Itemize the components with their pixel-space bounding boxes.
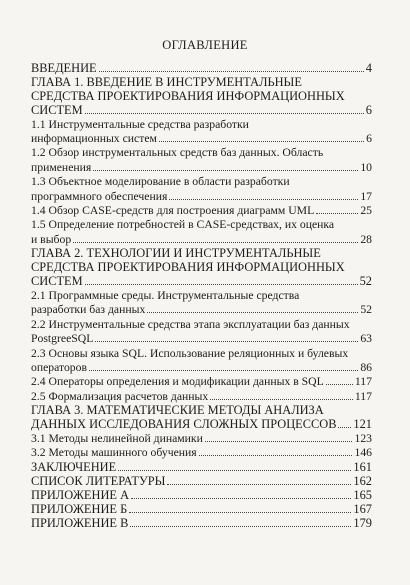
toc-entry-line: СПИСОК ЛИТЕРАТУРЫ	[31, 473, 166, 488]
toc-chapter-entry	[31, 503, 372, 517]
toc-chapter-entry	[31, 461, 372, 475]
toc-entry-row	[31, 375, 372, 389]
toc-entry-line: 2.4 Операторы определения и модификации данных в SQL	[31, 375, 324, 389]
leader-dots	[338, 427, 351, 428]
leader-dots	[205, 441, 353, 442]
toc-entry-line: ПРИЛОЖЕНИЕ А	[31, 487, 130, 502]
leader-dots	[85, 113, 364, 114]
toc-entry-row	[31, 489, 372, 503]
toc-entry-line: ГЛАВА 2. ТЕХНОЛОГИИ И ИНСТРУМЕНТАЛЬНЫЕ	[31, 246, 321, 261]
toc-entry-row	[31, 275, 372, 289]
toc-section-entry	[31, 318, 372, 347]
toc-entry-line: 1.3 Объектное моделирование в области разработки	[31, 175, 290, 189]
toc-entry-line: 1.5 Определение потребностей в CASE-средствах, их оценка	[31, 218, 335, 232]
leader-dots	[89, 370, 358, 371]
page-number: 6	[366, 132, 372, 146]
page-number: 86	[360, 361, 372, 375]
toc-entry-row	[31, 446, 372, 460]
page-number: 123	[354, 432, 372, 446]
toc-entry-line: 1.1 Инструментальные средства разработки	[31, 117, 249, 131]
toc-section-entry	[31, 446, 372, 460]
toc-entry-line: информационных систем	[31, 132, 157, 146]
toc-section-entry	[31, 204, 372, 218]
toc-entry-line: и выбор	[31, 232, 72, 246]
page-number: 10	[360, 160, 372, 174]
toc-entry-row	[31, 418, 372, 432]
toc-entry-line: ГЛАВА 3. МАТЕМАТИЧЕСКИЕ МЕТОДЫ АНАЛИЗА	[31, 403, 324, 418]
toc-entry-row	[31, 62, 372, 76]
page-number: 17	[360, 189, 372, 203]
leader-dots	[147, 312, 358, 313]
toc-entry-line: СИСТЕМ	[31, 102, 83, 117]
leader-dots	[169, 199, 358, 200]
toc-entry-line: 2.3 Основы языка SQL. Использование реляционных и булевых	[31, 346, 349, 360]
toc-entry-row	[31, 104, 372, 118]
leader-dots	[99, 71, 364, 72]
leader-dots	[159, 141, 364, 142]
toc-chapter-entry	[31, 76, 372, 118]
leader-dots	[210, 399, 353, 400]
toc-entry-row	[31, 517, 372, 531]
page-number: 117	[354, 389, 372, 403]
toc-section-entry	[31, 375, 372, 389]
toc-chapter-entry	[31, 489, 372, 503]
toc-entry-line: 3.2 Методы машинного обучения	[31, 446, 197, 460]
toc-entry-row	[31, 361, 372, 375]
toc-section-entry	[31, 175, 372, 204]
toc-entry-line: ВВЕДЕНИЕ	[31, 61, 97, 75]
leader-dots	[131, 498, 351, 499]
leader-dots	[130, 526, 351, 527]
toc-section-entry	[31, 432, 372, 446]
toc-section-entry	[31, 289, 372, 318]
leader-dots	[326, 384, 353, 385]
toc-chapter-entry	[31, 404, 372, 432]
page-number: 28	[360, 232, 372, 246]
toc-entry-line: СРЕДСТВА ПРОЕКТИРОВАНИЯ ИНФОРМАЦИОННЫХ	[31, 88, 345, 103]
page-number: 52	[359, 274, 372, 289]
toc-entry-row	[31, 475, 372, 489]
toc-chapter-entry	[31, 247, 372, 289]
page-number: 162	[353, 473, 372, 488]
page-number: 179	[353, 515, 372, 530]
toc-entry-row	[31, 390, 372, 404]
toc-entry-line: программного обеспечения	[31, 189, 168, 203]
page-number: 25	[360, 204, 372, 218]
page-number: 63	[360, 332, 372, 346]
page-number: 52	[360, 303, 372, 317]
leader-dots	[167, 484, 351, 485]
toc-entry-row	[31, 503, 372, 517]
toc-entry-line: 1.2 Обзор инструментальных средств баз данных. Область	[31, 146, 324, 160]
toc-entry-row	[31, 161, 372, 175]
leader-dots	[93, 170, 358, 171]
toc-entry-line: разработки баз данных	[31, 303, 146, 317]
toc-entry-line: 1.4 Обзор CASE-средств для построения диаграмм UML	[31, 204, 315, 218]
toc-entry-line: PostgreeSQL	[31, 332, 94, 346]
toc-entry-row	[31, 233, 372, 247]
toc-section-entry	[31, 347, 372, 376]
page-number: 165	[353, 487, 372, 502]
toc-entry-line: ЗАКЛЮЧЕНИЕ	[31, 459, 117, 474]
toc-entry-row	[31, 132, 372, 146]
leader-dots	[129, 512, 351, 513]
toc-entry-line: 2.2 Инструментальные средства этапа эксплуатации баз данных	[31, 317, 350, 331]
toc-entry-line: операторов	[31, 361, 88, 375]
toc-entry-line: ПРИЛОЖЕНИЕ В	[31, 515, 129, 530]
toc-entry-row	[31, 204, 372, 218]
toc-section-entry	[31, 390, 372, 404]
table-of-contents	[31, 62, 372, 530]
toc-section-entry	[31, 218, 372, 247]
toc-chapter-entry	[31, 517, 372, 531]
toc-entry-line: СРЕДСТВА ПРОЕКТИРОВАНИЯ ИНФОРМАЦИОННЫХ	[31, 260, 345, 275]
toc-entry-line: применения	[31, 160, 92, 174]
page-number: 167	[353, 501, 372, 516]
toc-entry-row	[31, 332, 372, 346]
page-number: 161	[353, 459, 372, 474]
toc-entry-line: 2.1 Программные среды. Инструментальные средства	[31, 289, 300, 302]
toc-chapter-entry	[31, 62, 372, 76]
toc-entry-line: 3.1 Методы нелинейной динамики	[31, 432, 203, 446]
page-number: 146	[354, 446, 372, 460]
toc-section-entry	[31, 118, 372, 147]
leader-dots	[95, 341, 358, 342]
toc-entry-row	[31, 303, 372, 317]
toc-title: ОГЛАВЛЕНИЕ	[162, 38, 248, 52]
toc-entry-line: СИСТЕМ	[31, 274, 83, 289]
toc-entry-line: ПРИЛОЖЕНИЕ Б	[31, 501, 128, 516]
toc-chapter-entry	[31, 475, 372, 489]
leader-dots	[118, 470, 351, 471]
toc-entry-row	[31, 461, 372, 475]
page-number: 6	[365, 102, 372, 117]
leader-dots	[73, 242, 358, 243]
toc-entry-row	[31, 190, 372, 204]
toc-entry-line: ГЛАВА 1. ВВЕДЕНИЕ В ИНСТРУМЕНТАЛЬНЫЕ	[31, 74, 302, 89]
toc-entry-line: 2.5 Формализация расчетов данных	[31, 389, 209, 403]
leader-dots	[85, 284, 358, 285]
leader-dots	[199, 455, 353, 456]
page-number: 117	[354, 375, 372, 389]
leader-dots	[316, 213, 358, 214]
toc-entry-line: ДАННЫХ ИССЛЕДОВАНИЯ СЛОЖНЫХ ПРОЦЕССОВ	[31, 417, 337, 432]
toc-section-entry	[31, 146, 372, 175]
toc-entry-row	[31, 432, 372, 446]
page-number: 4	[365, 61, 372, 75]
page-number: 121	[353, 417, 372, 432]
